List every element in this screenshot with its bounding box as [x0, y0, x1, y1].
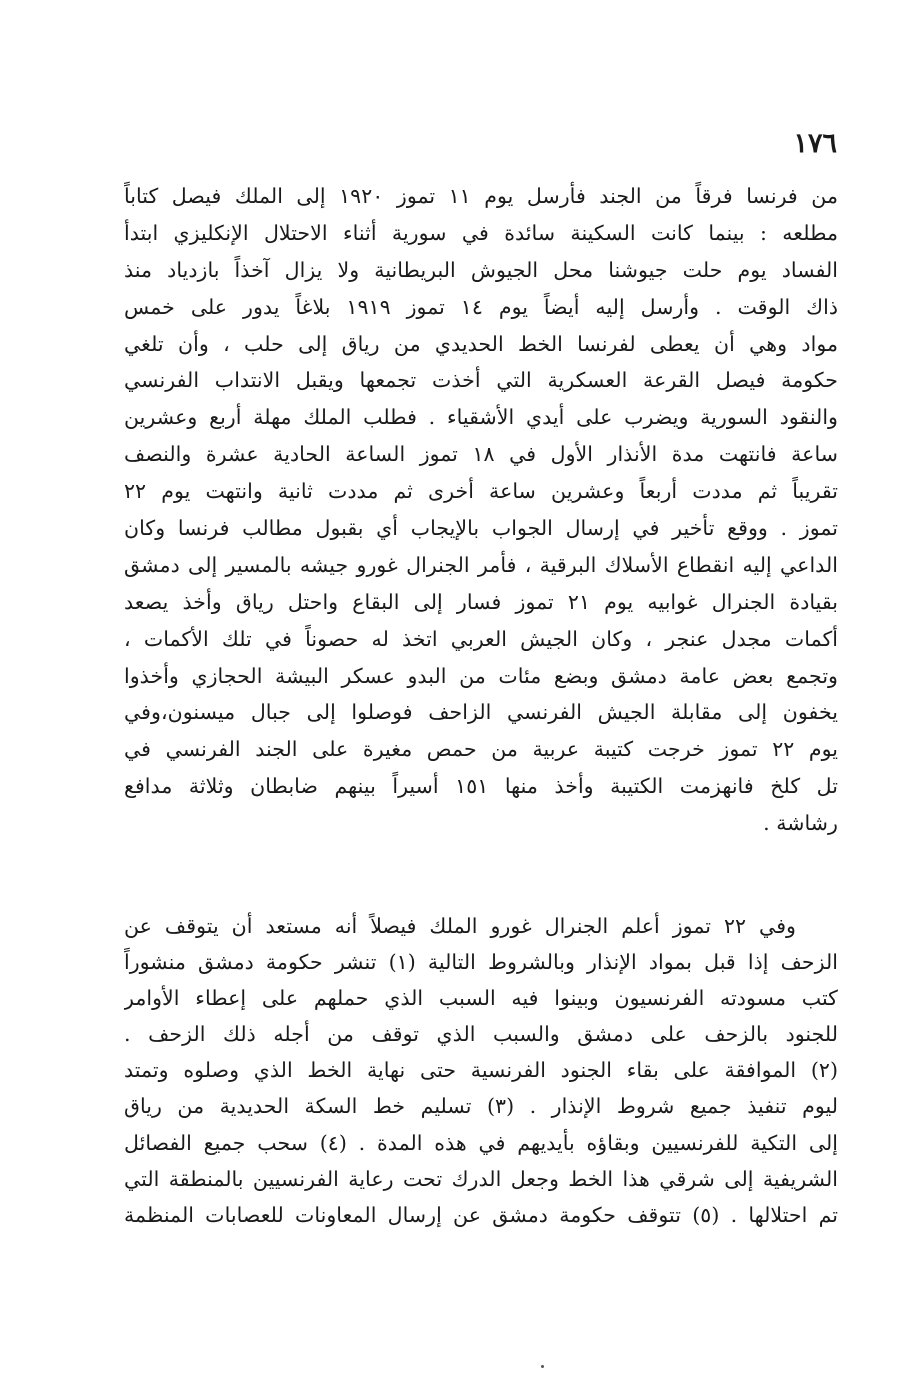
text-line: للجنود بالزحف على دمشق والسبب الذي توقف من أجله ذلك الزحف .	[124, 1022, 838, 1047]
text-line: أكمات مجدل عنجر ، وكان الجيش العربي اتخذ له حصوناً في تلك الأكمات ،	[124, 626, 838, 651]
text-line: يوم ٢٢ تموز خرجت كتيبة عربية من حمص مغيرة على الجند الفرنسي في	[124, 737, 838, 762]
text-line: من فرنسا فرقاً من الجند فأرسل يوم ١١ تموز ١٩٢٠ إلى الملك فيصل كتاباً	[124, 184, 838, 208]
paragraph-1	[124, 178, 838, 842]
text-line: (٢) الموافقة على بقاء الجنود الفرنسية حتى نهاية الخط الذي وصلوه وتمتد	[124, 1058, 838, 1083]
text-line: مواد وهي أن يعطى لفرنسا الخط الحديدي من رياق إلى حلب ، وأن تلغي	[124, 331, 838, 356]
paragraph-2	[124, 908, 838, 1233]
text-line: الشريفية إلى شرقي هذا الخط وجعل الدرك تحت رعاية الفرنسيين بالمنطقة التي	[124, 1166, 838, 1191]
text-line: الداعي إليه انقطاع الأسلاك البرقية ، فأمر الجنرال غورو جيشه بالمسير إلى دمشق	[124, 552, 838, 577]
text-line: وتجمع بعض عامة دمشق وبضع مئات من البدو عسكر البيشة الحجازي وأخذوا	[124, 663, 838, 688]
text-line: كتب مسودته الفرنسيون وبينوا فيه السبب الذي حملهم على إعطاء الأوامر	[124, 986, 838, 1011]
text-line: الفساد يوم حلت جيوشنا محل الجيوش البريطانية ولا يزال آخذاً بازدياد منذ	[124, 257, 838, 282]
text-line: تموز . ووقع تأخير في إرسال الجواب بالإيجاب أي بقبول مطالب فرنسا وكان	[124, 516, 838, 541]
text-line: مطلعه : بينما كانت السكينة سائدة في سورية أثناء الاحتلال الإنكليزي ابتدأ	[124, 220, 838, 245]
text-line: بقيادة الجنرال غوابيه يوم ٢١ تموز فسار إلى البقاع واحتل رياق وأخذ يصعد	[124, 589, 838, 614]
page-number: ١٧٦	[793, 128, 837, 159]
text-line: وفي ٢٢ تموز أعلم الجنرال غورو الملك فيصلاً أنه مستعد أن يتوقف عن	[124, 914, 796, 938]
text-line: تم احتلالها . (٥) تتوقف حكومة دمشق عن إرسال المعاونات للعصابات المنظمة	[124, 1202, 838, 1227]
text-line: يخفون إلى مقابلة الجيش الفرنسي الزاحف فوصلوا إلى جبال ميسنون،وفي	[124, 700, 838, 725]
text-line: الزحف إذا قبل بمواد الإنذار وبالشروط التالية (١) تنشر حكومة دمشق منشوراً	[124, 950, 838, 975]
text-line: ذاك الوقت . وأرسل إليه أيضاً يوم ١٤ تموز ١٩١٩ بلاغاً يدور على خمس	[124, 294, 838, 319]
text-line: رشاشة .	[763, 811, 838, 836]
text-line: تل كلخ فانهزمت الكتيبة وأخذ منها ١٥١ أسيراً بينهم ضابطان وثلاثة مدافع	[124, 774, 838, 799]
scan-speck	[541, 1365, 544, 1368]
text-line: ليوم تنفيذ جميع شروط الإنذار . (٣) تسليم خط السكة الحديدية من رياق	[124, 1094, 838, 1119]
text-line: إلى التكية للفرنسيين وبقاؤه بأيديهم في هذه المدة . (٤) سحب جميع الفصائل	[124, 1130, 838, 1155]
text-line: حكومة فيصل القرعة العسكرية التي أخذت تجمعها ويقبل الانتداب الفرنسي	[124, 368, 838, 393]
text-line: تقريباً ثم مددت أربعاً وعشرين ساعة أخرى ثم مددت ثانية وانتهت يوم ٢٢	[124, 479, 838, 504]
text-line: والنقود السورية ويضرب على أيدي الأشقياء . فطلب الملك مهلة أربع وعشرين	[124, 405, 838, 430]
text-line: ساعة فانتهت مدة الأنذار الأول في ١٨ تموز الساعة الحادية عشرة والنصف	[124, 442, 838, 467]
